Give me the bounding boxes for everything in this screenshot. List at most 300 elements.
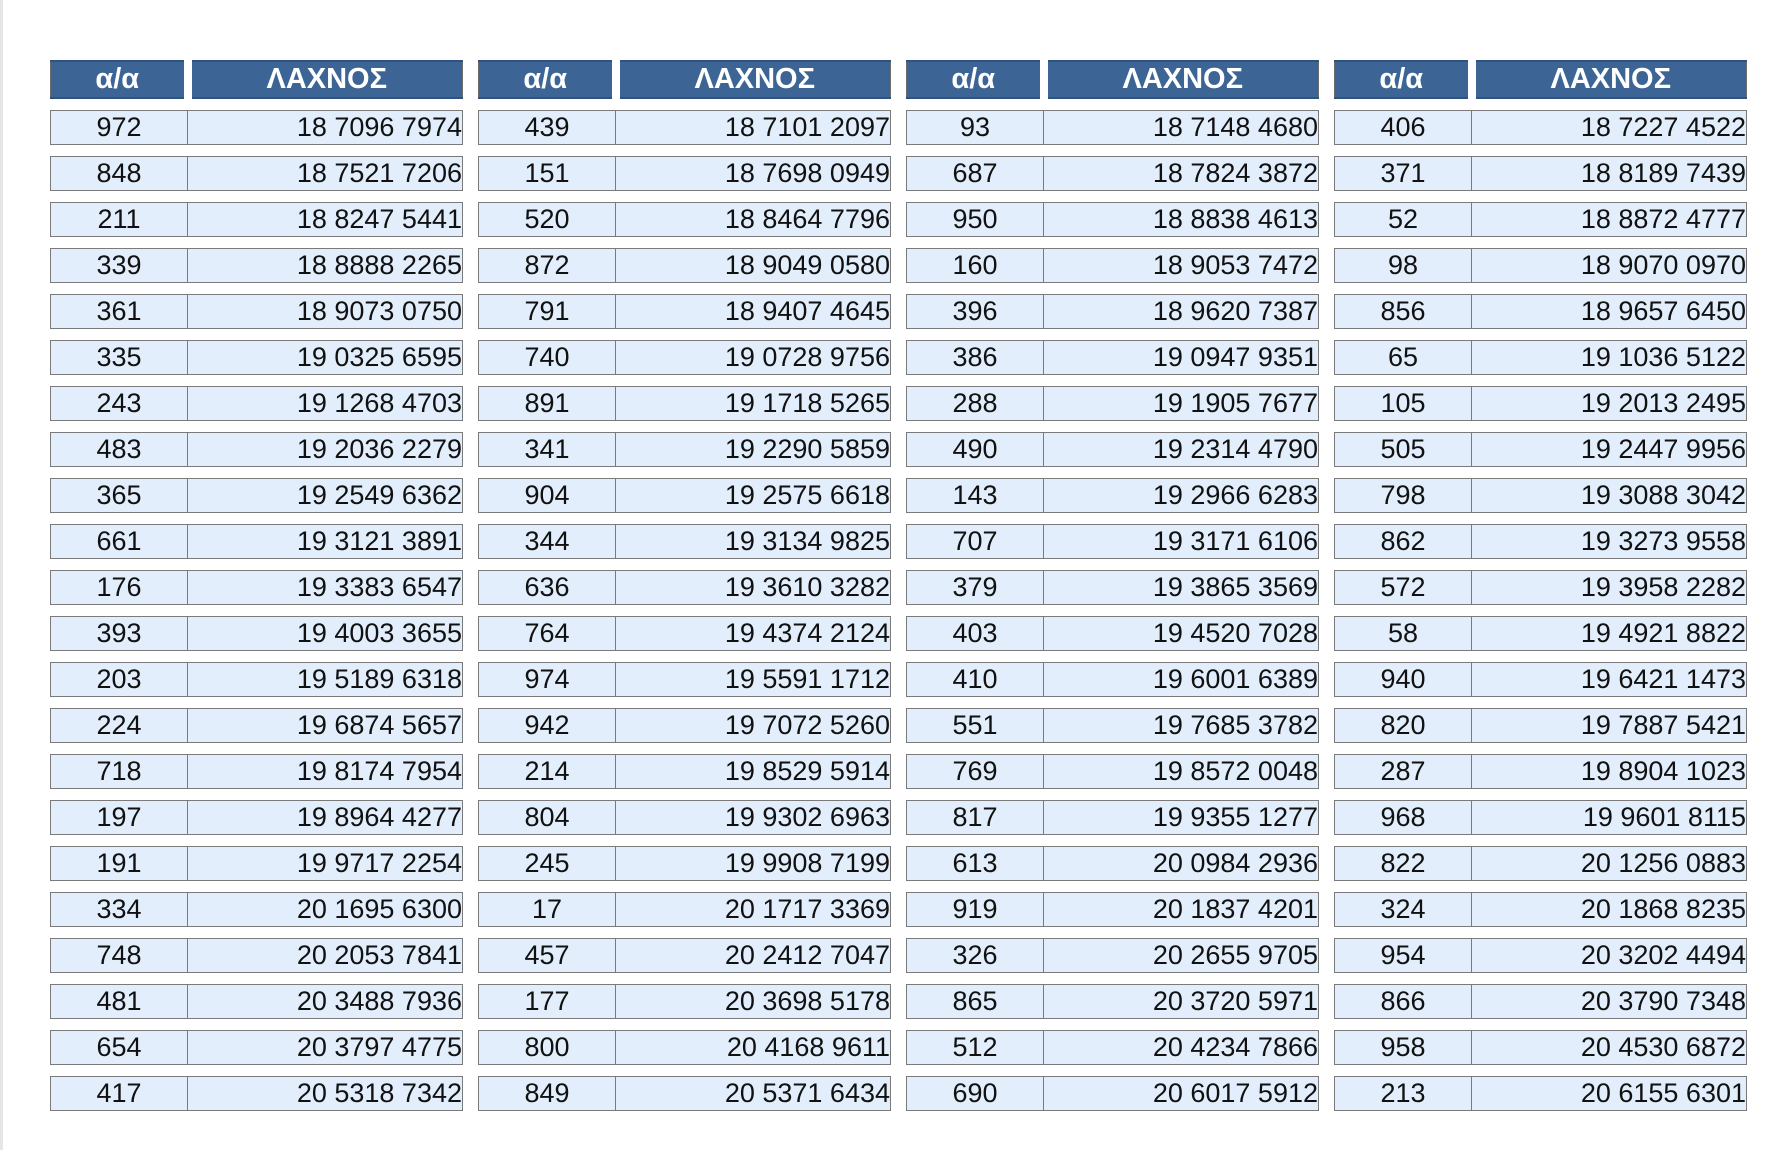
column-gap <box>891 893 907 927</box>
draw-number-cell: 19 8572 0048 <box>1044 755 1319 789</box>
row-spacer <box>51 835 1747 847</box>
column-gap <box>891 801 907 835</box>
serial-number-cell: 872 <box>479 249 616 283</box>
table-row <box>51 755 1747 789</box>
row-spacer <box>51 743 1747 755</box>
column-gap <box>463 663 479 697</box>
draw-number-cell: 19 3134 9825 <box>616 525 891 559</box>
column-gap <box>891 111 907 145</box>
column-gap <box>463 479 479 513</box>
draw-number-cell: 19 3171 6106 <box>1044 525 1319 559</box>
column-gap <box>891 433 907 467</box>
row-spacer-cell <box>51 467 1747 479</box>
serial-number-cell: 58 <box>1335 617 1472 651</box>
serial-number-cell: 769 <box>907 755 1044 789</box>
draw-number-cell: 19 6421 1473 <box>1472 663 1747 697</box>
serial-number-cell: 287 <box>1335 755 1472 789</box>
header-number-2: α/α <box>479 61 616 98</box>
column-gap <box>1319 157 1335 191</box>
table-row <box>51 939 1747 973</box>
draw-number-cell: 19 1268 4703 <box>188 387 463 421</box>
draw-number-cell: 20 3720 5971 <box>1044 985 1319 1019</box>
column-gap <box>1319 847 1335 881</box>
table-row <box>51 249 1747 283</box>
table-row <box>51 295 1747 329</box>
serial-number-cell: 65 <box>1335 341 1472 375</box>
serial-number-cell: 326 <box>907 939 1044 973</box>
draw-number-cell: 19 8964 4277 <box>188 801 463 835</box>
draw-number-cell: 19 3865 3569 <box>1044 571 1319 605</box>
draw-number-cell: 19 4520 7028 <box>1044 617 1319 651</box>
draw-number-cell: 20 4530 6872 <box>1472 1031 1747 1065</box>
serial-number-cell: 52 <box>1335 203 1472 237</box>
column-gap <box>891 571 907 605</box>
draw-number-cell: 20 5318 7342 <box>188 1077 463 1111</box>
serial-number-cell: 974 <box>479 663 616 697</box>
serial-number-cell: 151 <box>479 157 616 191</box>
column-gap <box>1319 479 1335 513</box>
column-gap <box>463 847 479 881</box>
column-gap <box>891 295 907 329</box>
column-gap <box>463 755 479 789</box>
serial-number-cell: 481 <box>51 985 188 1019</box>
draw-number-cell: 19 1905 7677 <box>1044 387 1319 421</box>
serial-number-cell: 856 <box>1335 295 1472 329</box>
draw-number-cell: 19 0947 9351 <box>1044 341 1319 375</box>
table-row <box>51 433 1747 467</box>
column-gap <box>463 1031 479 1065</box>
serial-number-cell: 891 <box>479 387 616 421</box>
table-row <box>51 525 1747 559</box>
draw-number-cell: 18 9407 4645 <box>616 295 891 329</box>
serial-number-cell: 17 <box>479 893 616 927</box>
table-row <box>51 801 1747 835</box>
serial-number-cell: 820 <box>1335 709 1472 743</box>
row-spacer-cell <box>51 283 1747 295</box>
column-gap <box>463 1077 479 1111</box>
serial-number-cell: 341 <box>479 433 616 467</box>
draw-number-cell: 19 3121 3891 <box>188 525 463 559</box>
draw-number-cell: 19 3383 6547 <box>188 571 463 605</box>
serial-number-cell: 798 <box>1335 479 1472 513</box>
draw-number-cell: 19 8529 5914 <box>616 755 891 789</box>
row-spacer <box>51 973 1747 985</box>
draw-number-cell: 19 5591 1712 <box>616 663 891 697</box>
serial-number-cell: 707 <box>907 525 1044 559</box>
draw-number-cell: 20 3202 4494 <box>1472 939 1747 973</box>
table-row <box>51 111 1747 145</box>
draw-number-cell: 19 9908 7199 <box>616 847 891 881</box>
draw-number-cell: 19 7685 3782 <box>1044 709 1319 743</box>
header-draw-4: ΛΑΧΝΟΣ <box>1472 61 1747 98</box>
column-gap <box>1319 341 1335 375</box>
draw-number-cell: 18 7096 7974 <box>188 111 463 145</box>
serial-number-cell: 822 <box>1335 847 1472 881</box>
draw-number-cell: 19 4003 3655 <box>188 617 463 651</box>
serial-number-cell: 365 <box>51 479 188 513</box>
serial-number-cell: 417 <box>51 1077 188 1111</box>
column-gap <box>463 617 479 651</box>
draw-number-cell: 20 2412 7047 <box>616 939 891 973</box>
row-spacer-cell <box>51 329 1747 341</box>
draw-number-cell: 18 7148 4680 <box>1044 111 1319 145</box>
table-row <box>51 985 1747 1019</box>
column-gap <box>891 387 907 421</box>
row-spacer <box>51 1065 1747 1077</box>
serial-number-cell: 512 <box>907 1031 1044 1065</box>
serial-number-cell: 968 <box>1335 801 1472 835</box>
column-gap <box>463 893 479 927</box>
draw-number-cell: 18 8247 5441 <box>188 203 463 237</box>
draw-number-cell: 19 2549 6362 <box>188 479 463 513</box>
serial-number-cell: 817 <box>907 801 1044 835</box>
draw-number-cell: 20 2053 7841 <box>188 939 463 973</box>
serial-number-cell: 98 <box>1335 249 1472 283</box>
draw-number-cell: 20 1695 6300 <box>188 893 463 927</box>
draw-number-cell: 20 3790 7348 <box>1472 985 1747 1019</box>
column-gap <box>463 985 479 1019</box>
row-spacer-cell <box>51 145 1747 157</box>
draw-number-cell: 18 8838 4613 <box>1044 203 1319 237</box>
draw-number-cell: 19 7072 5260 <box>616 709 891 743</box>
draw-number-cell: 19 2290 5859 <box>616 433 891 467</box>
serial-number-cell: 406 <box>1335 111 1472 145</box>
draw-number-cell: 20 4168 9611 <box>616 1031 891 1065</box>
column-gap <box>1319 801 1335 835</box>
draw-number-cell: 19 6001 6389 <box>1044 663 1319 697</box>
table-row <box>51 387 1747 421</box>
serial-number-cell: 848 <box>51 157 188 191</box>
draw-number-cell: 19 9601 8115 <box>1472 801 1747 835</box>
serial-number-cell: 439 <box>479 111 616 145</box>
draw-number-cell: 19 5189 6318 <box>188 663 463 697</box>
draw-number-cell: 19 3088 3042 <box>1472 479 1747 513</box>
draw-number-cell: 19 4921 8822 <box>1472 617 1747 651</box>
column-gap <box>1319 571 1335 605</box>
draw-number-cell: 18 7227 4522 <box>1472 111 1747 145</box>
draw-number-cell: 20 1837 4201 <box>1044 893 1319 927</box>
column-gap <box>463 709 479 743</box>
draw-number-cell: 18 7698 0949 <box>616 157 891 191</box>
column-gap <box>463 157 479 191</box>
row-spacer-cell <box>51 1065 1747 1077</box>
serial-number-cell: 636 <box>479 571 616 605</box>
draw-number-cell: 19 9302 6963 <box>616 801 891 835</box>
row-spacer-cell <box>51 973 1747 985</box>
draw-number-cell: 19 2447 9956 <box>1472 433 1747 467</box>
serial-number-cell: 386 <box>907 341 1044 375</box>
serial-number-cell: 849 <box>479 1077 616 1111</box>
table-row <box>51 617 1747 651</box>
serial-number-cell: 718 <box>51 755 188 789</box>
serial-number-cell: 942 <box>479 709 616 743</box>
draw-number-cell: 18 8189 7439 <box>1472 157 1747 191</box>
serial-number-cell: 334 <box>51 893 188 927</box>
row-spacer-cell <box>51 743 1747 755</box>
serial-number-cell: 904 <box>479 479 616 513</box>
column-gap <box>463 295 479 329</box>
row-spacer <box>51 697 1747 709</box>
column-gap <box>463 939 479 973</box>
column-gap <box>1319 295 1335 329</box>
serial-number-cell: 800 <box>479 1031 616 1065</box>
row-spacer <box>51 191 1747 203</box>
column-gap <box>1319 985 1335 1019</box>
column-gap <box>1319 387 1335 421</box>
draw-number-cell: 19 9717 2254 <box>188 847 463 881</box>
table-row <box>51 571 1747 605</box>
row-spacer-cell <box>51 513 1747 525</box>
column-gap <box>1319 755 1335 789</box>
serial-number-cell: 371 <box>1335 157 1472 191</box>
column-gap <box>1319 709 1335 743</box>
serial-number-cell: 379 <box>907 571 1044 605</box>
lottery-results-table-wrap <box>50 60 1746 1111</box>
serial-number-cell: 958 <box>1335 1031 1472 1065</box>
draw-number-cell: 20 0984 2936 <box>1044 847 1319 881</box>
column-gap <box>463 203 479 237</box>
row-spacer-cell <box>51 237 1747 249</box>
column-gap <box>463 61 479 98</box>
table-body <box>51 98 1747 1111</box>
serial-number-cell: 804 <box>479 801 616 835</box>
column-gap <box>1319 939 1335 973</box>
serial-number-cell: 866 <box>1335 985 1472 1019</box>
draw-number-cell: 18 9620 7387 <box>1044 295 1319 329</box>
draw-number-cell: 18 8888 2265 <box>188 249 463 283</box>
draw-number-cell: 18 9049 0580 <box>616 249 891 283</box>
column-gap <box>891 203 907 237</box>
serial-number-cell: 483 <box>51 433 188 467</box>
draw-number-cell: 20 1256 0883 <box>1472 847 1747 881</box>
draw-number-cell: 18 9073 0750 <box>188 295 463 329</box>
draw-number-cell: 19 2575 6618 <box>616 479 891 513</box>
draw-number-cell: 20 1868 8235 <box>1472 893 1747 927</box>
serial-number-cell: 361 <box>51 295 188 329</box>
serial-number-cell: 972 <box>51 111 188 145</box>
column-gap <box>891 617 907 651</box>
row-spacer <box>51 283 1747 295</box>
table-row <box>51 479 1747 513</box>
draw-number-cell: 19 1036 5122 <box>1472 341 1747 375</box>
serial-number-cell: 177 <box>479 985 616 1019</box>
draw-number-cell: 18 9053 7472 <box>1044 249 1319 283</box>
row-spacer <box>51 605 1747 617</box>
row-spacer-cell <box>51 375 1747 387</box>
row-spacer <box>51 421 1747 433</box>
column-gap <box>891 157 907 191</box>
row-spacer <box>51 237 1747 249</box>
draw-number-cell: 19 3273 9558 <box>1472 525 1747 559</box>
table-row <box>51 893 1747 927</box>
column-gap <box>891 249 907 283</box>
row-spacer <box>51 927 1747 939</box>
serial-number-cell: 288 <box>907 387 1044 421</box>
column-gap <box>1319 249 1335 283</box>
draw-number-cell: 20 3797 4775 <box>188 1031 463 1065</box>
column-gap <box>891 939 907 973</box>
serial-number-cell: 687 <box>907 157 1044 191</box>
draw-number-cell: 19 2013 2495 <box>1472 387 1747 421</box>
draw-number-cell: 20 3488 7936 <box>188 985 463 1019</box>
serial-number-cell: 105 <box>1335 387 1472 421</box>
serial-number-cell: 224 <box>51 709 188 743</box>
column-gap <box>891 663 907 697</box>
draw-number-cell: 19 0325 6595 <box>188 341 463 375</box>
row-spacer <box>51 467 1747 479</box>
draw-number-cell: 18 7101 2097 <box>616 111 891 145</box>
column-gap <box>463 433 479 467</box>
column-gap <box>463 801 479 835</box>
header-draw-3: ΛΑΧΝΟΣ <box>1044 61 1319 98</box>
row-spacer-cell <box>51 789 1747 801</box>
serial-number-cell: 520 <box>479 203 616 237</box>
draw-number-cell: 19 0728 9756 <box>616 341 891 375</box>
column-gap <box>1319 1031 1335 1065</box>
row-spacer-cell <box>51 1019 1747 1031</box>
draw-number-cell: 19 2314 4790 <box>1044 433 1319 467</box>
serial-number-cell: 213 <box>1335 1077 1472 1111</box>
column-gap <box>891 847 907 881</box>
header-draw-1: ΛΑΧΝΟΣ <box>188 61 463 98</box>
column-gap <box>891 985 907 1019</box>
serial-number-cell: 690 <box>907 1077 1044 1111</box>
serial-number-cell: 410 <box>907 663 1044 697</box>
column-gap <box>891 479 907 513</box>
column-gap <box>463 387 479 421</box>
header-number-3: α/α <box>907 61 1044 98</box>
column-gap <box>891 709 907 743</box>
row-spacer-cell <box>51 835 1747 847</box>
column-gap <box>891 341 907 375</box>
draw-number-cell: 20 6155 6301 <box>1472 1077 1747 1111</box>
column-gap <box>463 249 479 283</box>
page-edge <box>0 0 3 1150</box>
table-row <box>51 1077 1747 1111</box>
column-gap <box>891 525 907 559</box>
serial-number-cell: 339 <box>51 249 188 283</box>
column-gap <box>1319 893 1335 927</box>
serial-number-cell: 393 <box>51 617 188 651</box>
row-spacer-cell <box>51 651 1747 663</box>
lottery-results-table <box>50 60 1747 1111</box>
serial-number-cell: 324 <box>1335 893 1472 927</box>
column-gap <box>463 341 479 375</box>
serial-number-cell: 160 <box>907 249 1044 283</box>
row-spacer <box>51 513 1747 525</box>
serial-number-cell: 335 <box>51 341 188 375</box>
serial-number-cell: 214 <box>479 755 616 789</box>
column-gap <box>1319 617 1335 651</box>
column-gap <box>463 111 479 145</box>
column-gap <box>891 1031 907 1065</box>
serial-number-cell: 551 <box>907 709 1044 743</box>
column-gap <box>1319 525 1335 559</box>
table-row <box>51 341 1747 375</box>
row-spacer <box>51 1019 1747 1031</box>
draw-number-cell: 18 7824 3872 <box>1044 157 1319 191</box>
draw-number-cell: 20 6017 5912 <box>1044 1077 1319 1111</box>
serial-number-cell: 950 <box>907 203 1044 237</box>
serial-number-cell: 197 <box>51 801 188 835</box>
draw-number-cell: 19 3610 3282 <box>616 571 891 605</box>
column-gap <box>1319 61 1335 98</box>
draw-number-cell: 18 7521 7206 <box>188 157 463 191</box>
row-spacer-cell <box>51 697 1747 709</box>
serial-number-cell: 740 <box>479 341 616 375</box>
draw-number-cell: 19 2036 2279 <box>188 433 463 467</box>
draw-number-cell: 19 1718 5265 <box>616 387 891 421</box>
draw-number-cell: 18 9070 0970 <box>1472 249 1747 283</box>
row-spacer-cell <box>51 881 1747 893</box>
table-row <box>51 203 1747 237</box>
header-draw-2: ΛΑΧΝΟΣ <box>616 61 891 98</box>
serial-number-cell: 654 <box>51 1031 188 1065</box>
column-gap <box>1319 1077 1335 1111</box>
draw-number-cell: 19 8174 7954 <box>188 755 463 789</box>
draw-number-cell: 20 4234 7866 <box>1044 1031 1319 1065</box>
row-spacer <box>51 559 1747 571</box>
table-row <box>51 709 1747 743</box>
table-row <box>51 847 1747 881</box>
column-gap <box>891 1077 907 1111</box>
row-spacer-cell <box>51 98 1747 111</box>
serial-number-cell: 396 <box>907 295 1044 329</box>
header-number-1: α/α <box>51 61 188 98</box>
draw-number-cell: 18 9657 6450 <box>1472 295 1747 329</box>
serial-number-cell: 245 <box>479 847 616 881</box>
column-gap <box>1319 111 1335 145</box>
draw-number-cell: 20 2655 9705 <box>1044 939 1319 973</box>
header-row <box>51 61 1747 98</box>
row-spacer <box>51 651 1747 663</box>
serial-number-cell: 143 <box>907 479 1044 513</box>
row-spacer <box>51 881 1747 893</box>
row-spacer-cell <box>51 605 1747 617</box>
column-gap <box>1319 433 1335 467</box>
row-spacer-cell <box>51 927 1747 939</box>
serial-number-cell: 243 <box>51 387 188 421</box>
draw-number-cell: 19 7887 5421 <box>1472 709 1747 743</box>
serial-number-cell: 505 <box>1335 433 1472 467</box>
serial-number-cell: 211 <box>51 203 188 237</box>
column-gap <box>891 61 907 98</box>
serial-number-cell: 490 <box>907 433 1044 467</box>
draw-number-cell: 20 3698 5178 <box>616 985 891 1019</box>
serial-number-cell: 572 <box>1335 571 1472 605</box>
serial-number-cell: 403 <box>907 617 1044 651</box>
serial-number-cell: 93 <box>907 111 1044 145</box>
draw-number-cell: 19 4374 2124 <box>616 617 891 651</box>
row-spacer-cell <box>51 559 1747 571</box>
serial-number-cell: 613 <box>907 847 1044 881</box>
serial-number-cell: 865 <box>907 985 1044 1019</box>
draw-number-cell: 19 6874 5657 <box>188 709 463 743</box>
row-spacer-cell <box>51 421 1747 433</box>
serial-number-cell: 457 <box>479 939 616 973</box>
serial-number-cell: 661 <box>51 525 188 559</box>
header-number-4: α/α <box>1335 61 1472 98</box>
serial-number-cell: 191 <box>51 847 188 881</box>
draw-number-cell: 19 3958 2282 <box>1472 571 1747 605</box>
row-spacer <box>51 329 1747 341</box>
row-spacer-cell <box>51 191 1747 203</box>
row-spacer <box>51 145 1747 157</box>
serial-number-cell: 176 <box>51 571 188 605</box>
draw-number-cell: 18 8872 4777 <box>1472 203 1747 237</box>
row-spacer <box>51 98 1747 111</box>
serial-number-cell: 791 <box>479 295 616 329</box>
